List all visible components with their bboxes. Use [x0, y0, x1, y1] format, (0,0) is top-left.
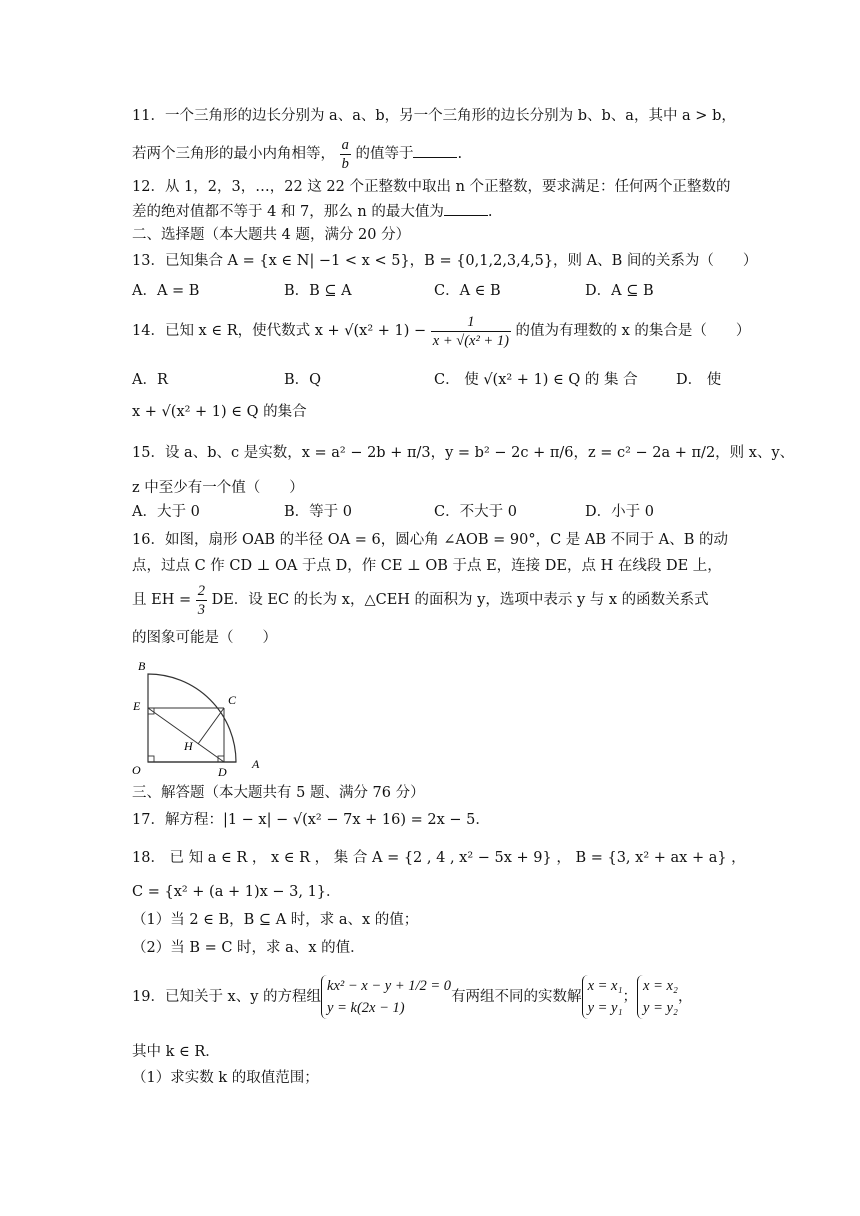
q19-line2: 其中 k ∈ R．: [132, 1044, 220, 1060]
q16-line3-pre: 且 EH =: [132, 592, 192, 608]
q19-sep: ；: [622, 989, 638, 1005]
q17-stem: 17．解方程：|1 − x| − √(x² − 7x + 16) = 2x − 5．: [132, 812, 490, 828]
q14-option-d-continued: x + √(x² + 1) ∈ Q 的集合: [132, 404, 307, 420]
q19-comma: ，: [677, 989, 693, 1005]
q16-sector-figure: [126, 656, 266, 778]
segment-ed: [148, 708, 224, 762]
q16-frac-num: 2: [197, 582, 205, 599]
right-angle-o: [148, 756, 154, 762]
label-b: B: [138, 659, 146, 673]
label-e: E: [133, 699, 141, 713]
q16-fraction: [196, 582, 207, 619]
q11-frac-den: b: [341, 155, 349, 172]
q13-stem: 13．已知集合 A = {x ∈ N| −1 < x < 5}，B = {0,1,2,3,4,5}，则 A、B 间的关系为（ ）: [132, 253, 758, 269]
q12-line2: [132, 201, 732, 222]
q15-option-a: A．大于 0: [132, 504, 200, 520]
q14-stem: [132, 308, 751, 354]
q14-stem-pre: 14．已知 x ∈ R，使代数式 x + √(x² + 1) −: [132, 323, 427, 339]
label-h: H: [184, 739, 193, 753]
q15-option-b: B．等于 0: [284, 504, 352, 520]
q19-sol1-y: y = y₁: [587, 1000, 623, 1016]
q19-solution-1: [582, 975, 623, 1019]
q11-end: .: [457, 146, 463, 162]
q19-mid: 有两组不同的实数解: [451, 989, 582, 1005]
q11-frac-num: a: [341, 136, 349, 153]
label-d: D: [218, 765, 227, 778]
q19-sol1-x: x = x₁: [587, 978, 623, 994]
q19-eq2: y = k(2x − 1): [327, 1000, 405, 1016]
q19-pre: 19．已知关于 x、y 的方程组: [132, 989, 322, 1005]
label-a: A: [252, 757, 260, 771]
q14-option-a: A．R: [132, 372, 168, 388]
section-2-heading: 二、选择题（本大题共 4 题，满分 20 分）: [132, 227, 411, 243]
q12-end: .: [487, 204, 493, 220]
q14-option-d: D． 使: [676, 372, 722, 388]
q16-frac-den: 3: [197, 601, 205, 618]
q19-solution-2: [637, 975, 678, 1019]
q11-answer-blank: [413, 143, 457, 158]
section-3-heading: 三、解答题（本大题共有 5 题、满分 76 分）: [132, 785, 425, 801]
q16-line3: [132, 580, 732, 620]
q12-line1: 12．从 1，2，3，…，22 这 22 个正整数中取出 n 个正整数，要求满足：任何两个正整数的: [132, 179, 731, 195]
q14-option-c: C． 使 √(x² + 1) ∈ Q 的 集 合: [434, 372, 638, 388]
q11-line2-pre: 若两个三角形的最小内角相等，: [132, 146, 335, 162]
q18-line2: C = {x² + (a + 1)x − 3, 1}．: [132, 884, 341, 900]
q12-line2-text: 差的绝对值都不等于 4 和 7，那么 n 的最大值为: [132, 204, 444, 220]
q16-line4: 的图象可能是（ ）: [132, 630, 277, 646]
q14-frac-den: x + √(x² + 1): [432, 332, 509, 349]
q15-line1: 15．设 a、b、c 是实数，x = a² − 2b + π/3，y = b² − 2c + π/6，z = c² − 2a + π/2，则 x、y、: [132, 445, 795, 461]
q13-option-d: D．A ⊆ B: [585, 283, 654, 299]
q12-answer-blank: [444, 201, 488, 216]
q13-option-a: A．A = B: [132, 283, 200, 299]
label-c: C: [228, 693, 237, 707]
q19-system: [321, 975, 451, 1019]
q18-part2: （2）当 B = C 时，求 a、x 的值．: [132, 940, 365, 956]
q19-part1: （1）求实数 k 的取值范围；: [132, 1070, 319, 1086]
q11-line2-post: 的值等于: [355, 146, 414, 162]
q14-option-b: B．Q: [284, 372, 322, 388]
q16-line2: 点，过点 C 作 CD ⊥ OA 于点 D，作 CE ⊥ OB 于点 E，连接 DE，点 H 在线段 DE 上，: [132, 558, 722, 574]
q15-line2: z 中至少有一个值（ ）: [132, 480, 304, 496]
q16-line3-post: DE．设 EC 的长为 x，△CEH 的面积为 y，选项中表示 y 与 x 的函数关系式: [211, 592, 709, 608]
q18-part1: （1）当 2 ∈ B，B ⊆ A 时，求 a、x 的值；: [132, 912, 419, 928]
q18-line1: 18． 已 知 a ∈ R ， x ∈ R ， 集 合 A = {2 , 4 , x² − 5x + 9} ， B = {3, x² + ax + a} ，: [132, 850, 746, 866]
q13-option-b: B．B ⊆ A: [284, 283, 352, 299]
q15-option-d: D．小于 0: [585, 504, 654, 520]
q19-eq1: kx² − x − y + 1/2 = 0: [327, 978, 452, 994]
label-o: O: [132, 763, 141, 777]
q11-fraction: [340, 136, 351, 173]
q19-stem: [132, 962, 732, 1032]
q16-line1: 16．如图，扇形 OAB 的半径 OA = 6，圆心角 ∠AOB = 90°，C 是 AB 不同于 A、B 的动: [132, 532, 728, 548]
q11-line1: 11．一个三角形的边长分别为 a、a、b，另一个三角形的边长分别为 b、b、a，其中 a > b，: [132, 108, 736, 124]
q14-fraction: [431, 313, 511, 350]
segment-ch: [198, 708, 224, 744]
q14-frac-num: 1: [431, 313, 511, 332]
q15-option-c: C．不大于 0: [434, 504, 517, 520]
q19-sol2-y: y = y₂: [643, 1000, 678, 1016]
q11-line2: [132, 134, 732, 174]
q14-stem-post: 的值为有理数的 x 的集合是（ ）: [515, 323, 751, 339]
q19-sol2-x: x = x₂: [643, 978, 678, 994]
q13-option-c: C．A ∈ B: [434, 283, 501, 299]
